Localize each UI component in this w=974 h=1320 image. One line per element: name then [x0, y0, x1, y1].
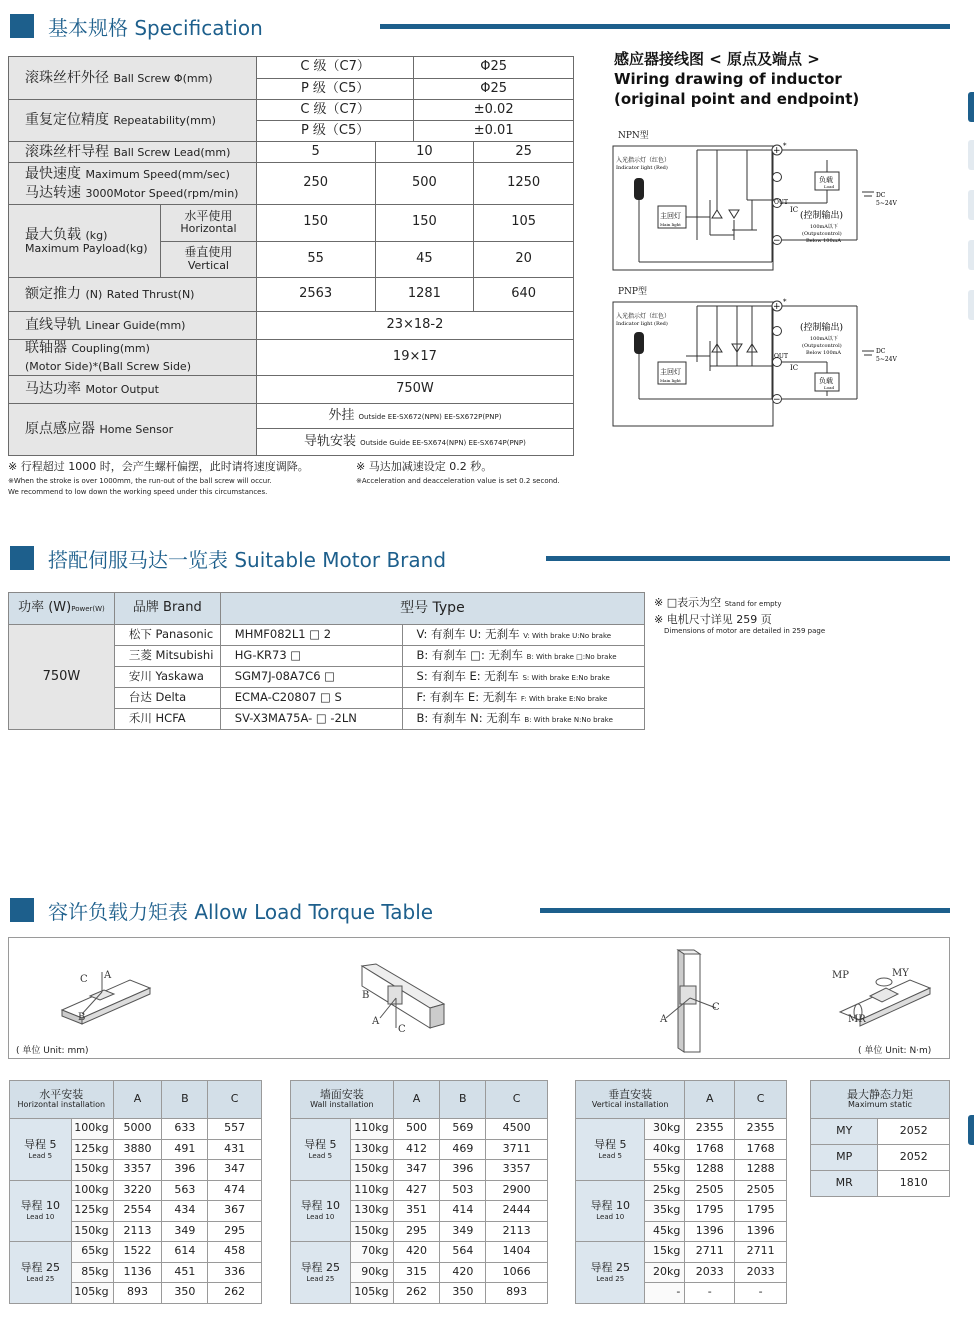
moment-value: 2052 — [878, 1145, 950, 1171]
svg-text:B: B — [78, 1012, 86, 1023]
main-light-label: 主回灯 — [660, 212, 681, 220]
value-cell: 351 — [393, 1201, 440, 1222]
load-cell: 35kg — [645, 1201, 685, 1222]
svg-text:Load: Load — [824, 184, 835, 189]
od-value: Φ25 — [414, 79, 574, 100]
value-cell: 434 — [162, 1201, 208, 1222]
value-cell: 3880 — [113, 1139, 162, 1160]
load-cell: 40kg — [645, 1139, 685, 1160]
repeatability-value: ±0.02 — [414, 100, 574, 121]
diode-icon — [712, 210, 722, 218]
table-title: 水平安装 Horizontal installation — [10, 1081, 114, 1119]
od-value: Φ25 — [414, 57, 574, 79]
page-edge-tab — [968, 1115, 974, 1145]
col-a: A — [113, 1081, 162, 1119]
value-cell: 469 — [440, 1139, 486, 1160]
value-cell: 563 — [162, 1180, 208, 1201]
svg-text:−: − — [773, 236, 781, 246]
value-cell: 569 — [440, 1119, 486, 1140]
table-row — [291, 1180, 548, 1201]
load-cell: 30kg — [645, 1119, 685, 1140]
stroke-note: ※ 行程超过 1000 时，会产生螺杆偏摆，此时请将速度调降。 — [8, 460, 309, 473]
svg-text:C: C — [80, 974, 88, 985]
table-title: 最大静态力矩 Maximum static — [811, 1081, 950, 1119]
load-cell: 130kg — [350, 1139, 393, 1160]
npn-wiring-diagram — [612, 140, 902, 272]
section-marker — [10, 898, 34, 922]
svg-text:*: * — [783, 142, 787, 150]
value-cell: 3357 — [113, 1160, 162, 1181]
dc-label: DC — [876, 348, 886, 355]
section-rule — [540, 908, 950, 913]
value-cell: 557 — [208, 1119, 262, 1140]
lead-group-label: 导程 25 Lead 25 — [291, 1242, 351, 1304]
value-cell: 893 — [113, 1283, 162, 1304]
value-cell: 1288 — [685, 1160, 735, 1181]
value-cell: 431 — [208, 1139, 262, 1160]
motor-output-value: 750W — [256, 376, 573, 404]
value-cell: 1066 — [486, 1262, 548, 1283]
lead-group-label: 导程 25 Lead 25 — [576, 1242, 645, 1304]
value-cell: 414 — [440, 1201, 486, 1222]
section-marker — [10, 546, 34, 570]
motor-note-1: ※ □表示为空 Stand for empty — [654, 596, 782, 609]
value-cell: 367 — [208, 1201, 262, 1222]
load-cell: 130kg — [350, 1201, 393, 1222]
coupling-label: 联轴器 Coupling(mm) (Motor Side)*(Ball Screw Side) — [9, 340, 257, 376]
load-cell: 85kg — [71, 1262, 113, 1283]
value-cell: 2900 — [486, 1180, 548, 1201]
lead-group-label: 导程 10 Lead 10 — [10, 1180, 72, 1242]
model-cell: MHMF082L1 □ 2 — [220, 625, 402, 646]
ball-screw-od-label: 滚珠丝杆外径 Ball Screw Φ(mm) — [9, 57, 257, 100]
model-cell: SV-X3MA75A- □ -2LN — [220, 709, 402, 730]
load-cell: 20kg — [645, 1262, 685, 1283]
page-edge-tab — [968, 140, 974, 170]
section-marker — [10, 14, 34, 38]
repeatability-value: ±0.01 — [414, 121, 574, 142]
section-rule — [380, 24, 950, 29]
guide-label: 直线导轨 Linear Guide(mm) — [9, 312, 257, 340]
svg-text:MY: MY — [892, 968, 909, 979]
terminal-icon — [773, 327, 782, 336]
lead-group-label: 导程 5 Lead 5 — [576, 1119, 645, 1181]
grade-cell: P 级（C5） — [256, 121, 414, 142]
svg-text:100mA以下: 100mA以下 — [810, 336, 838, 342]
value-cell: 1795 — [735, 1201, 787, 1222]
value-cell: 1795 — [685, 1201, 735, 1222]
load-cell: 100kg — [71, 1119, 113, 1140]
lead-group-label: 导程 25 Lead 25 — [10, 1242, 72, 1304]
svg-text:100mA以下: 100mA以下 — [810, 224, 838, 230]
value-cell: 500 — [393, 1119, 440, 1140]
moment-label: MY — [811, 1119, 878, 1145]
indicator-label-en: Indicator light (Red) — [616, 165, 668, 171]
value-cell: 412 — [393, 1139, 440, 1160]
load-cell: 105kg — [350, 1283, 393, 1304]
value-cell: 1396 — [735, 1221, 787, 1242]
value-cell: 3357 — [486, 1160, 548, 1181]
lead-group-label: 导程 5 Lead 5 — [10, 1119, 72, 1181]
value-cell: 1768 — [685, 1139, 735, 1160]
moment-label: MR — [811, 1171, 878, 1197]
dc-voltage: 5~24V — [876, 200, 897, 207]
brake-cell: S: 有刹车 E: 无刹车 S: With brake E:No brake — [402, 667, 644, 688]
stroke-note-en: We recommend to low down the working speed under this circumstances. — [8, 488, 268, 496]
npn-label: NPN型 — [618, 131, 649, 141]
motor-note-2-en: Dimensions of motor are detailed in 259 page — [664, 627, 826, 635]
type-header: 型号 Type — [220, 593, 644, 625]
value-cell: 5000 — [113, 1119, 162, 1140]
control-label: (控制输出) — [800, 211, 844, 221]
load-cell: 110kg — [350, 1180, 393, 1201]
vertical-mount-figure — [656, 948, 726, 1053]
control-label: (控制输出) — [800, 323, 844, 333]
value-cell: 491 — [162, 1139, 208, 1160]
col-b: B — [162, 1081, 208, 1119]
value-cell: 349 — [440, 1221, 486, 1242]
load-cell: 15kg — [645, 1242, 685, 1263]
moment-value: 2052 — [878, 1119, 950, 1145]
main-light-label-en: Main light — [660, 222, 681, 227]
model-cell: ECMA-C20807 □ S — [220, 688, 402, 709]
payload-horizontal: 105 — [474, 205, 574, 242]
table-row — [291, 1242, 548, 1263]
thrust-value: 2563 — [256, 278, 375, 312]
page-edge-tab — [968, 290, 974, 320]
wall-torque-table — [290, 1080, 548, 1304]
load-cell: 150kg — [350, 1221, 393, 1242]
brake-cell: V: 有刹车 U: 无刹车 V: With brake U:No brake — [402, 625, 644, 646]
model-cell: HG-KR73 □ — [220, 646, 402, 667]
model-cell: SGM7J-08A7C6 □ — [220, 667, 402, 688]
brake-cell: F: 有刹车 E: 无刹车 F: With brake E:No brake — [402, 688, 644, 709]
value-cell: 262 — [393, 1283, 440, 1304]
value-cell: 2711 — [685, 1242, 735, 1263]
spec-table — [8, 56, 574, 456]
value-cell: 503 — [440, 1180, 486, 1201]
lead-value: 25 — [474, 142, 574, 163]
indicator-label: 入光指示灯（红色） — [616, 313, 671, 320]
value-cell: - — [735, 1283, 787, 1304]
svg-text:(Outputcontrol): (Outputcontrol) — [802, 231, 842, 237]
value-cell: 3220 — [113, 1180, 162, 1201]
svg-text:Load: Load — [824, 385, 835, 390]
load-label: 负载 — [819, 176, 833, 184]
home-sensor-outside: 外挂 Outside EE-SX672(NPN) EE-SX672P(PNP) — [256, 404, 573, 429]
value-cell: 1136 — [113, 1262, 162, 1283]
motor-note-2: ※ 电机尺寸详见 259 页 — [654, 613, 772, 626]
value-cell: 2033 — [735, 1262, 787, 1283]
value-cell: 315 — [393, 1262, 440, 1283]
svg-text:MP: MP — [832, 970, 849, 981]
lead-value: 5 — [256, 142, 375, 163]
svg-text:C: C — [712, 1002, 720, 1013]
svg-text:MR: MR — [848, 1014, 866, 1025]
vertical-torque-table — [575, 1080, 787, 1304]
payload-vertical: 55 — [256, 241, 375, 278]
svg-text:+: + — [773, 146, 781, 156]
out-label: OUT — [774, 199, 788, 206]
power-header: 功率 (W)Power(W) — [9, 593, 115, 625]
value-cell: 350 — [162, 1283, 208, 1304]
indicator-label-en: Indicator light (Red) — [616, 321, 668, 327]
unit-nm: ( 单位 Unit: N·m) — [858, 1046, 932, 1056]
value-cell: 2113 — [113, 1221, 162, 1242]
motor-section-title: 搭配伺服马达一览表 Suitable Motor Brand — [48, 548, 447, 572]
grade-cell: C 级（C7） — [256, 57, 414, 79]
lead-label: 滚珠丝杆导程 Ball Screw Lead(mm) — [9, 142, 257, 163]
torque-section-title: 容许负载力矩表 Allow Load Torque Table — [48, 900, 434, 924]
value-cell: 474 — [208, 1180, 262, 1201]
page-edge-tab — [968, 92, 974, 122]
brand-cell: 松下 Panasonic — [114, 625, 220, 646]
value-cell: 614 — [162, 1242, 208, 1263]
table-row — [10, 1180, 262, 1201]
value-cell: 295 — [393, 1221, 440, 1242]
diode-icon — [729, 210, 739, 218]
horizontal-mount-figure — [60, 962, 170, 1032]
unit-mm: ( 单位 Unit: mm) — [16, 1046, 89, 1056]
svg-text:A: A — [104, 970, 112, 981]
svg-text:(Outputcontrol): (Outputcontrol) — [802, 343, 842, 349]
value-cell: 2505 — [685, 1180, 735, 1201]
dc-voltage: 5~24V — [876, 356, 897, 363]
payload-vertical: 20 — [474, 241, 574, 278]
power-value: 750W — [9, 625, 115, 730]
value-cell: 4500 — [486, 1119, 548, 1140]
brand-cell: 三菱 Mitsubishi — [114, 646, 220, 667]
value-cell: 295 — [208, 1221, 262, 1242]
speed-label: 最快速度 Maximum Speed(mm/sec) 马达转速 3000Motor Speed(rpm/min) — [9, 163, 257, 205]
svg-text:A: A — [372, 1016, 380, 1027]
brake-cell: B: 有刹车 □: 无刹车 B: With brake □:No brake — [402, 646, 644, 667]
page-edge-tab — [968, 190, 974, 220]
brand-header: 品牌 Brand — [114, 593, 220, 625]
table-row — [10, 1242, 262, 1263]
value-cell: 458 — [208, 1242, 262, 1263]
out-label: OUT — [774, 353, 788, 360]
value-cell: 262 — [208, 1283, 262, 1304]
value-cell: 2355 — [685, 1119, 735, 1140]
load-cell: 150kg — [350, 1160, 393, 1181]
lead-group-label: 导程 10 Lead 10 — [576, 1180, 645, 1242]
load-cell: 100kg — [71, 1180, 113, 1201]
value-cell: - — [685, 1283, 735, 1304]
load-cell: 150kg — [71, 1221, 113, 1242]
section-rule — [546, 556, 950, 561]
value-cell: 336 — [208, 1262, 262, 1283]
value-cell: 347 — [208, 1160, 262, 1181]
payload-label: 最大负载 (kg) Maximum Payload(kg) 水平使用 Horizontal 垂直使用 Vertical — [9, 205, 257, 278]
col-a: A — [685, 1081, 735, 1119]
value-cell: 1768 — [735, 1139, 787, 1160]
col-c: C — [735, 1081, 787, 1119]
value-cell: 3711 — [486, 1139, 548, 1160]
motor-output-label: 马达功率 Motor Output — [9, 376, 257, 404]
value-cell: 420 — [393, 1242, 440, 1263]
accel-note-en: ※Acceleration and deacceleration value is set 0.2 second. — [356, 477, 560, 485]
value-cell: 2711 — [735, 1242, 787, 1263]
load-cell: - — [645, 1283, 685, 1304]
grade-cell: P 级（C5） — [256, 79, 414, 100]
spec-section-title: 基本规格 Specification — [48, 16, 263, 40]
value-cell: 2444 — [486, 1201, 548, 1222]
value-cell: 347 — [393, 1160, 440, 1181]
col-a: A — [393, 1081, 440, 1119]
brake-cell: B: 有刹车 N: 无刹车 B: With brake N:No brake — [402, 709, 644, 730]
table-row — [10, 1119, 262, 1140]
indicator-led-icon — [634, 178, 644, 200]
value-cell: 893 — [486, 1283, 548, 1304]
brand-cell: 安川 Yaskawa — [114, 667, 220, 688]
table-title: 垂直安装 Vertical installation — [576, 1081, 685, 1119]
value-cell: 451 — [162, 1262, 208, 1283]
svg-text:Below 100mA: Below 100mA — [806, 238, 842, 244]
speed-value: 500 — [375, 163, 474, 205]
horizontal-torque-table — [9, 1080, 262, 1304]
ic-label: IC — [790, 364, 799, 372]
svg-text:−: − — [773, 395, 781, 405]
repeatability-label: 重复定位精度 Repeatability(mm) — [9, 100, 257, 142]
terminal-icon — [773, 173, 782, 182]
indicator-label: 入光指示灯（红色） — [616, 157, 671, 164]
main-light-label-en: Main light — [660, 378, 681, 383]
indicator-led-icon — [634, 332, 644, 354]
lead-group-label: 导程 10 Lead 10 — [291, 1180, 351, 1242]
value-cell: 349 — [162, 1221, 208, 1242]
coupling-value: 19×17 — [256, 340, 573, 376]
table-row — [576, 1242, 787, 1263]
table-row — [576, 1180, 787, 1201]
svg-text:Below 100mA: Below 100mA — [806, 350, 842, 356]
moment-label: MP — [811, 1145, 878, 1171]
page-edge-tab — [968, 240, 974, 270]
main-light-label: 主回灯 — [660, 368, 681, 376]
load-cell: 65kg — [71, 1242, 113, 1263]
svg-text:B: B — [362, 990, 370, 1001]
col-c: C — [486, 1081, 548, 1119]
moment-figure — [830, 962, 940, 1032]
value-cell: 1288 — [735, 1160, 787, 1181]
value-cell: 350 — [440, 1283, 486, 1304]
wiring-title: 感应器接线图 < 原点及端点 > Wiring drawing of inductor (original point and endpoint) — [614, 50, 860, 108]
load-label: 负载 — [819, 377, 833, 385]
load-cell: 90kg — [350, 1262, 393, 1283]
value-cell: 2033 — [685, 1262, 735, 1283]
payload-vertical: 45 — [375, 241, 474, 278]
pnp-label: PNP型 — [618, 287, 647, 297]
thrust-value: 640 — [474, 278, 574, 312]
table-row — [576, 1119, 787, 1140]
accel-note: ※ 马达加减速设定 0.2 秒。 — [356, 460, 493, 473]
load-cell: 45kg — [645, 1221, 685, 1242]
value-cell: 2554 — [113, 1201, 162, 1222]
pnp-wiring-diagram — [612, 296, 902, 428]
speed-value: 250 — [256, 163, 375, 205]
thrust-label: 额定推力 (N) Rated Thrust(N) — [9, 278, 257, 312]
value-cell: 1404 — [486, 1242, 548, 1263]
col-b: B — [440, 1081, 486, 1119]
svg-text:C: C — [398, 1024, 406, 1035]
lead-group-label: 导程 5 Lead 5 — [291, 1119, 351, 1181]
ic-label: IC — [790, 206, 799, 214]
value-cell: 2355 — [735, 1119, 787, 1140]
value-cell: 2113 — [486, 1221, 548, 1242]
svg-text:*: * — [783, 298, 787, 306]
load-cell: 105kg — [71, 1283, 113, 1304]
table-row — [291, 1119, 548, 1140]
brand-cell: 禾川 HCFA — [114, 709, 220, 730]
motor-brand-table — [8, 592, 645, 730]
guide-value: 23×18-2 — [256, 312, 573, 340]
payload-horizontal: 150 — [375, 205, 474, 242]
brand-cell: 台达 Delta — [114, 688, 220, 709]
svg-text:A: A — [660, 1014, 668, 1025]
dc-label: DC — [876, 192, 886, 199]
speed-value: 1250 — [474, 163, 574, 205]
home-sensor-label: 原点感应器 Home Sensor — [9, 404, 257, 456]
load-cell: 125kg — [71, 1139, 113, 1160]
moment-value: 1810 — [878, 1171, 950, 1197]
load-cell: 55kg — [645, 1160, 685, 1181]
value-cell: 1522 — [113, 1242, 162, 1263]
thrust-value: 1281 — [375, 278, 474, 312]
home-sensor-guide: 导轨安装 Outside Guide EE-SX674(NPN) EE-SX674P(PNP) — [256, 429, 573, 456]
svg-text:+: + — [773, 302, 781, 312]
value-cell: 396 — [440, 1160, 486, 1181]
load-cell: 25kg — [645, 1180, 685, 1201]
col-c: C — [208, 1081, 262, 1119]
stroke-note-en: ※When the stroke is over 1000mm, the run-out of the ball screw will occur. — [8, 477, 272, 485]
load-cell: 70kg — [350, 1242, 393, 1263]
value-cell: 420 — [440, 1262, 486, 1283]
table-title: 墙面安装 Wall installation — [291, 1081, 394, 1119]
value-cell: 1396 — [685, 1221, 735, 1242]
value-cell: 427 — [393, 1180, 440, 1201]
payload-horizontal: 150 — [256, 205, 375, 242]
wall-mount-figure — [358, 962, 450, 1037]
load-cell: 110kg — [350, 1119, 393, 1140]
value-cell: 2505 — [735, 1180, 787, 1201]
load-cell: 150kg — [71, 1160, 113, 1181]
load-cell: 125kg — [71, 1201, 113, 1222]
lead-value: 10 — [375, 142, 474, 163]
value-cell: 633 — [162, 1119, 208, 1140]
grade-cell: C 级（C7） — [256, 100, 414, 121]
static-moment-table — [810, 1080, 950, 1197]
value-cell: 396 — [162, 1160, 208, 1181]
value-cell: 564 — [440, 1242, 486, 1263]
